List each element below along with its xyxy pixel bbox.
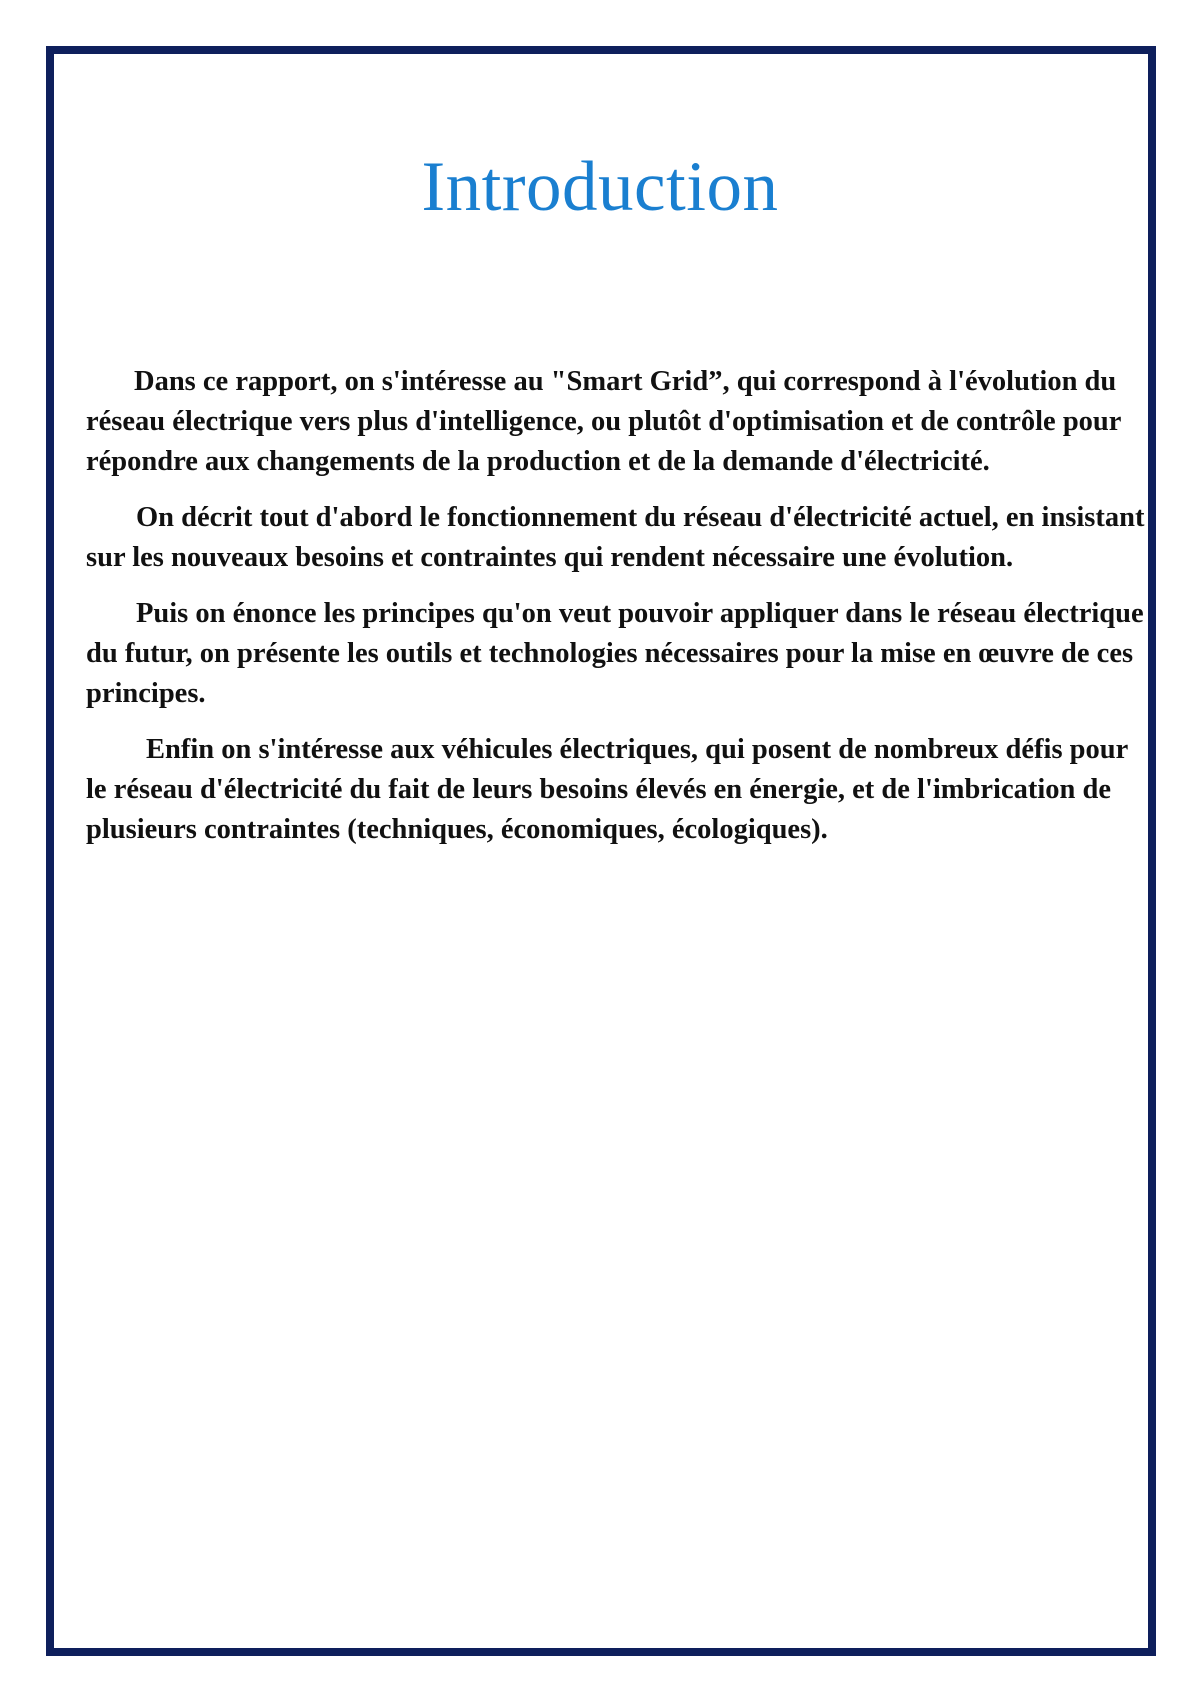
paragraph-1: Dans ce rapport, on s'intéresse au "Smart Grid”, qui correspond à l'évolution du réseau électrique vers plus d'intelligence, ou plutôt d'optimisation et de contrôle pour répondre aux changements de la production et de la demande d'électricité. <box>86 366 1121 477</box>
paragraph-2: On décrit tout d'abord le fonctionnement du réseau d'électricité actuel, en insistant sur les nouveaux besoins et contraintes qui rendent nécessaire une évolution. <box>86 502 1145 573</box>
page-title: Introduction <box>421 148 779 226</box>
paragraph-4: Enfin on s'intéresse aux véhicules électriques, qui posent de nombreux défis pour le réseau d'électricité du fait de leurs besoins élevés en énergie, et de l'imbrication de plusieurs contraintes (techniques, économiques, écologiques). <box>86 734 1128 845</box>
document-body <box>86 362 1146 866</box>
paragraph-3: Puis on énonce les principes qu'on veut pouvoir appliquer dans le réseau électrique du futur, on présente les outils et technologies nécessaires pour la mise en œuvre de ces principes. <box>86 598 1144 709</box>
